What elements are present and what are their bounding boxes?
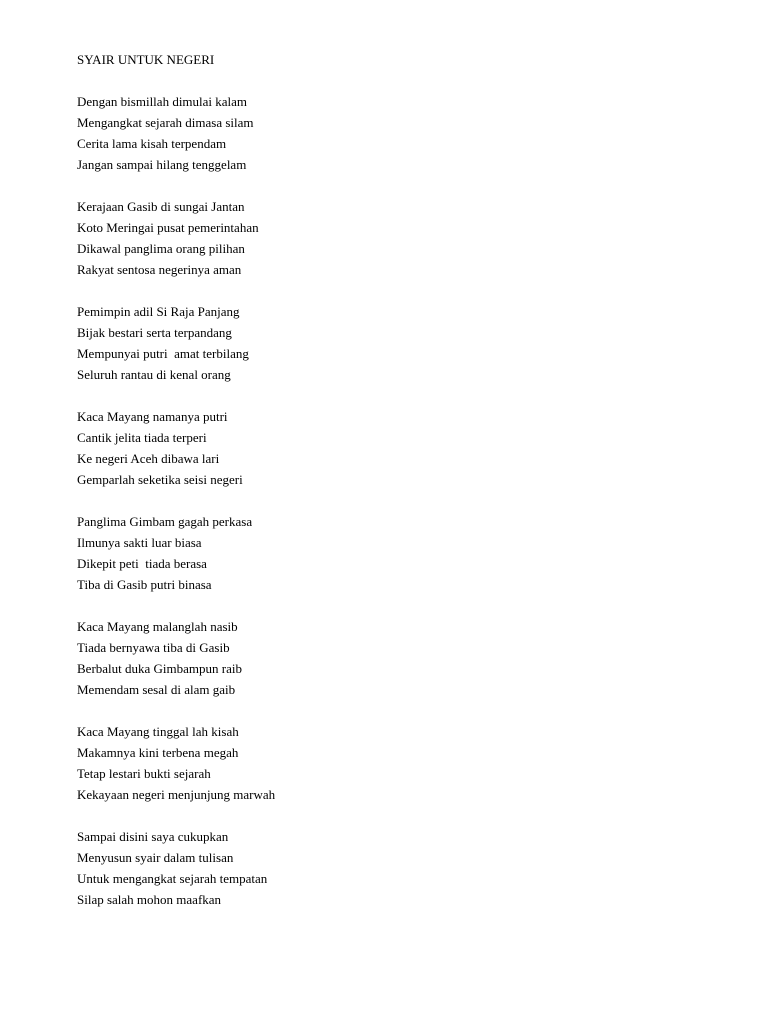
verse-line: Kaca Mayang tinggal lah kisah <box>77 724 239 739</box>
verse-line: Tiba di Gasib putri binasa <box>77 577 212 592</box>
stanza-1 <box>77 91 697 175</box>
verse-line: Dikawal panglima orang pilihan <box>77 241 245 256</box>
stanza-4 <box>77 406 697 490</box>
verse-line: Koto Meringai pusat pemerintahan <box>77 220 259 235</box>
verse-line: Berbalut duka Gimbampun raib <box>77 661 242 676</box>
stanza-3 <box>77 301 697 385</box>
verse-line: Ilmunya sakti luar biasa <box>77 535 202 550</box>
stanza-8 <box>77 826 697 910</box>
verse-line: Dengan bismillah dimulai kalam <box>77 94 248 109</box>
document-page <box>77 49 697 910</box>
verse-line: Tiada bernyawa tiba di Gasib <box>77 640 230 655</box>
verse-line: Kaca Mayang malanglah nasib <box>77 619 238 634</box>
verse-line: Jangan sampai hilang tenggelam <box>77 157 247 172</box>
verse-line: Dikepit peti tiada berasa <box>77 556 207 571</box>
verse-line: Makamnya kini terbena megah <box>77 745 239 760</box>
verse-line: Seluruh rantau di kenal orang <box>77 367 231 382</box>
verse-line: Tetap lestari bukti sejarah <box>77 766 211 781</box>
verse-line: Cerita lama kisah terpendam <box>77 136 227 151</box>
verse-line: Mempunyai putri amat terbilang <box>77 346 249 361</box>
verse-line: Kaca Mayang namanya putri <box>77 409 228 424</box>
verse-line: Kerajaan Gasib di sungai Jantan <box>77 199 245 214</box>
stanza-6 <box>77 616 697 700</box>
verse-line: Pemimpin adil Si Raja Panjang <box>77 304 240 319</box>
document-title: SYAIR UNTUK NEGERI <box>77 52 215 67</box>
verse-line: Ke negeri Aceh dibawa lari <box>77 451 220 466</box>
verse-line: Menyusun syair dalam tulisan <box>77 850 234 865</box>
stanza-7 <box>77 721 697 805</box>
verse-line: Cantik jelita tiada terperi <box>77 430 207 445</box>
verse-line: Mengangkat sejarah dimasa silam <box>77 115 254 130</box>
verse-line: Sampai disini saya cukupkan <box>77 829 229 844</box>
verse-line: Gemparlah seketika seisi negeri <box>77 472 243 487</box>
verse-line: Bijak bestari serta terpandang <box>77 325 232 340</box>
verse-line: Panglima Gimbam gagah perkasa <box>77 514 253 529</box>
verse-line: Untuk mengangkat sejarah tempatan <box>77 871 268 886</box>
verse-line: Rakyat sentosa negerinya aman <box>77 262 242 277</box>
stanza-2 <box>77 196 697 280</box>
stanza-5 <box>77 511 697 595</box>
verse-line: Silap salah mohon maafkan <box>77 892 222 907</box>
verse-line: Memendam sesal di alam gaib <box>77 682 236 697</box>
verse-line: Kekayaan negeri menjunjung marwah <box>77 787 276 802</box>
